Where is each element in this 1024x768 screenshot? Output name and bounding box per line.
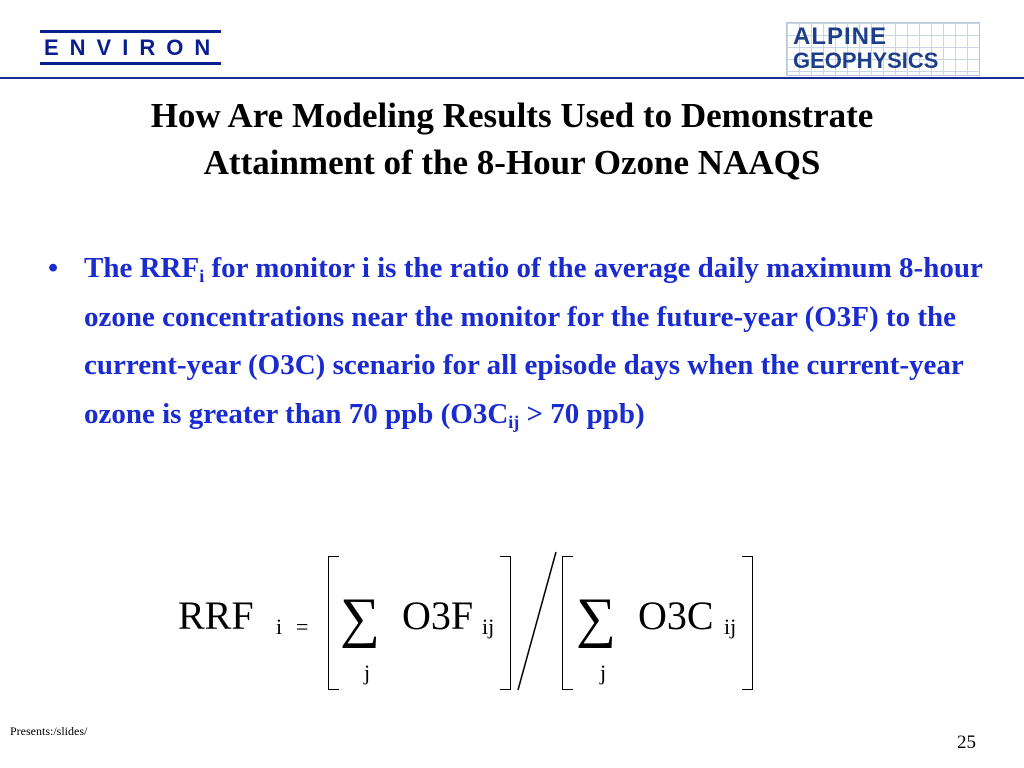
environ-logo: ENVIRON: [40, 30, 221, 65]
alpine-logo-line2: GEOPHYSICS: [793, 48, 939, 73]
slide-title: [0, 92, 1024, 186]
formula-lhs: RRF: [178, 593, 254, 638]
environ-logo-container: [40, 30, 221, 65]
rrf-formula: [178, 548, 778, 698]
left-bracket-denominator: [562, 556, 573, 690]
bullet-text-part3: > 70 ppb): [519, 397, 645, 430]
bullet-marker: •: [48, 252, 59, 284]
right-bracket-denominator: [742, 556, 753, 690]
denominator-subscript: ij: [724, 614, 737, 639]
bullet-subscript-ij: ij: [508, 411, 520, 432]
bullet-subscript-i: i: [199, 266, 205, 286]
summation-index-numerator: j: [364, 660, 371, 685]
numerator-variable: O3F: [402, 593, 474, 638]
slide-title-line1: How Are Modeling Results Used to Demonstrate: [150, 96, 874, 135]
page-number: 25: [957, 732, 976, 753]
summation-symbol-denominator: ∑: [576, 587, 616, 649]
bullet-text-part2: for monitor i is the ratio of the average daily maximum 8-hour ozone concentrations near the monitor for the future-year (O3F) to the current-year (O3C) scenario for all episode days when the current-year ozone is greater than 70 ppb (O3C: [84, 252, 983, 430]
denominator-variable: O3C: [638, 593, 714, 638]
formula-lhs-subscript: i: [276, 614, 283, 639]
bullet-text: [84, 244, 988, 438]
alpine-geophysics-logo: [786, 22, 980, 76]
alpine-logo-line1: ALPINE: [793, 23, 888, 50]
right-bracket-numerator: [500, 556, 511, 690]
left-bracket-numerator: [328, 556, 339, 690]
header-divider: [0, 77, 1024, 79]
numerator-subscript: ij: [482, 614, 495, 639]
slide-title-line2: Attainment of the 8-Hour Ozone NAAQS: [203, 143, 821, 182]
summation-index-denominator: j: [600, 660, 607, 685]
summation-symbol-numerator: ∑: [340, 587, 380, 649]
division-slash: [514, 548, 560, 694]
bullet-text-part1: The RRF: [84, 252, 200, 284]
formula-equals: =: [296, 614, 309, 639]
footer-path: Presents:/slides/: [10, 724, 88, 738]
